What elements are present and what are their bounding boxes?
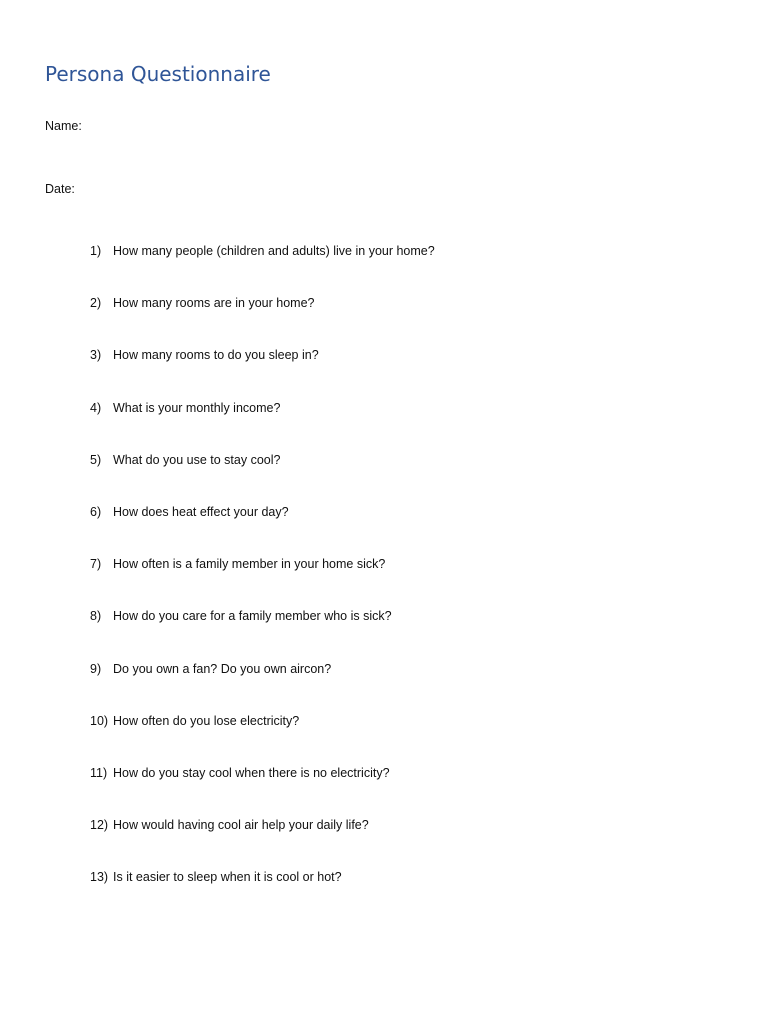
- question-number: 4): [90, 400, 102, 415]
- question-item-3: [90, 347, 435, 399]
- question-item-9: [90, 661, 435, 713]
- date-field-label: Date:: [45, 182, 75, 196]
- question-number: 13): [90, 870, 109, 885]
- question-text: How do you care for a family member who is sick?: [113, 609, 392, 624]
- question-text: Do you own a fan? Do you own aircon?: [113, 661, 332, 676]
- question-item-5: [90, 452, 435, 504]
- question-list: [90, 243, 435, 921]
- question-number: 9): [90, 661, 102, 676]
- question-item-2: [90, 295, 435, 347]
- question-item-8: [90, 608, 435, 660]
- question-text: How would having cool air help your daily life?: [113, 818, 369, 833]
- page-title: Persona Questionnaire: [45, 62, 271, 86]
- question-number: 7): [90, 557, 102, 572]
- question-item-13: [90, 869, 435, 921]
- question-number: 2): [90, 296, 102, 311]
- question-item-4: [90, 400, 435, 452]
- question-number: 12): [90, 818, 109, 833]
- question-item-11: [90, 765, 435, 817]
- question-text: How often is a family member in your home sick?: [113, 557, 386, 572]
- question-item-1: [90, 243, 435, 295]
- question-text: How does heat effect your day?: [113, 504, 289, 519]
- question-text: How do you stay cool when there is no electricity?: [113, 765, 390, 780]
- question-number: 10): [90, 713, 109, 728]
- question-item-12: [90, 817, 435, 869]
- question-item-7: [90, 556, 435, 608]
- question-text: How often do you lose electricity?: [113, 713, 300, 728]
- question-text: Is it easier to sleep when it is cool or hot?: [113, 870, 342, 885]
- question-text: How many rooms to do you sleep in?: [113, 348, 319, 363]
- question-number: 6): [90, 504, 102, 519]
- question-item-6: [90, 504, 435, 556]
- question-text: How many rooms are in your home?: [113, 296, 315, 311]
- question-number: 1): [90, 244, 102, 258]
- question-number: 11): [90, 765, 108, 780]
- question-text: What is your monthly income?: [113, 400, 281, 415]
- question-item-10: [90, 713, 435, 765]
- question-number: 5): [90, 452, 102, 467]
- question-number: 8): [90, 609, 102, 624]
- name-field-label: Name:: [45, 119, 82, 133]
- question-text: What do you use to stay cool?: [113, 452, 281, 467]
- question-text: How many people (children and adults) live in your home?: [113, 244, 435, 258]
- question-number: 3): [90, 348, 102, 363]
